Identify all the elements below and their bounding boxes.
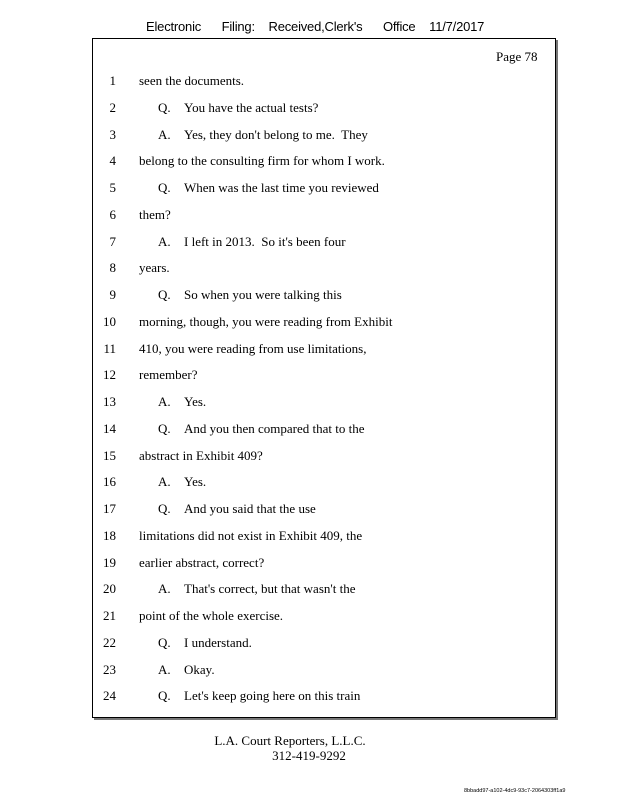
line-text <box>158 234 346 250</box>
line-text <box>158 662 215 678</box>
header-word-filing: Filing: <box>221 19 255 34</box>
line-body: When was the last time you reviewed <box>184 180 379 195</box>
line-text <box>158 474 206 490</box>
line-number: 7 <box>109 233 116 249</box>
speaker-label: Q. <box>158 501 171 516</box>
transcript-line <box>0 341 560 361</box>
line-text <box>158 180 379 196</box>
line-number: 1 <box>109 73 116 88</box>
transcript-line <box>0 608 560 628</box>
speaker-label: A. <box>158 126 171 142</box>
line-text <box>139 555 264 571</box>
line-text <box>158 635 252 651</box>
speaker-label: A. <box>158 474 171 490</box>
line-number: 4 <box>109 153 116 169</box>
transcript-line <box>0 528 560 548</box>
transcript-line <box>0 73 560 93</box>
line-number: 18 <box>103 527 116 543</box>
transcript-line <box>0 207 560 227</box>
transcript-line <box>0 421 560 441</box>
line-text <box>139 314 392 330</box>
transcript-line <box>0 581 560 601</box>
page-number: Page 78 <box>496 49 538 64</box>
line-body: Yes. <box>184 394 207 409</box>
speaker-label: A. <box>158 233 171 249</box>
line-body: remember? <box>139 367 198 383</box>
transcript-line <box>0 448 560 468</box>
line-number: 2 <box>109 99 116 115</box>
speaker-label: A. <box>158 394 171 409</box>
transcript-line <box>0 100 560 120</box>
line-number: 16 <box>103 474 116 490</box>
transcript-line <box>0 688 560 708</box>
line-number: 17 <box>103 501 116 516</box>
speaker-label: Q. <box>158 180 171 195</box>
line-number: 5 <box>109 180 116 195</box>
line-number: 22 <box>103 634 116 650</box>
line-body: 410, you were reading from use limitations, <box>139 340 367 356</box>
line-text <box>158 501 316 517</box>
transcript-line <box>0 314 560 334</box>
line-number: 19 <box>103 554 116 570</box>
line-text <box>158 287 342 303</box>
line-body: I understand. <box>184 634 252 650</box>
line-body: abstract in Exhibit 409? <box>139 447 263 463</box>
line-body: And you said that the use <box>184 501 316 516</box>
line-body: You have the actual tests? <box>184 99 319 115</box>
speaker-label: A. <box>158 661 171 677</box>
line-text <box>158 127 368 143</box>
line-number: 3 <box>109 126 116 142</box>
transcript-line <box>0 635 560 655</box>
transcript-line <box>0 127 560 147</box>
line-text <box>158 421 365 437</box>
line-body: Yes, they don't belong to me. They <box>184 126 368 142</box>
transcript-line <box>0 555 560 575</box>
transcript-line <box>0 501 560 521</box>
line-number: 14 <box>103 420 116 436</box>
speaker-label: Q. <box>158 688 171 704</box>
transcript-line <box>0 474 560 494</box>
line-number: 15 <box>103 447 116 463</box>
filing-header <box>146 19 484 34</box>
transcript-line <box>0 260 560 280</box>
speaker-label: Q. <box>158 634 171 650</box>
line-text <box>139 73 244 89</box>
line-body: limitations did not exist in Exhibit 409, the <box>139 527 363 543</box>
speaker-label: Q. <box>158 420 171 436</box>
line-body: Yes. <box>184 474 207 490</box>
transcript-line <box>0 234 560 254</box>
transcript-line <box>0 394 560 414</box>
line-body: them? <box>139 206 171 222</box>
line-body: That's correct, but that wasn't the <box>184 581 356 597</box>
header-word-electronic: Electronic <box>146 19 202 34</box>
document-hash: 8bbadd97-a102-4dc9-93c7-2064303ff1a9 <box>464 788 566 794</box>
line-text <box>139 608 283 624</box>
line-text <box>139 260 170 276</box>
transcript-line <box>0 367 560 387</box>
line-text <box>139 153 385 169</box>
line-text <box>139 207 171 223</box>
line-text <box>139 367 197 383</box>
line-body: So when you were talking this <box>184 287 342 302</box>
transcript-line <box>0 287 560 307</box>
line-text <box>158 100 318 116</box>
line-body: belong to the consulting firm for whom I work. <box>139 153 385 169</box>
line-number: 13 <box>103 394 116 409</box>
line-number: 10 <box>103 313 116 329</box>
line-text <box>139 528 362 544</box>
footer-company: L.A. Court Reporters, L.L.C. <box>214 733 366 748</box>
line-number: 9 <box>109 287 116 302</box>
line-body: morning, though, you were reading from Exhibit <box>139 313 393 329</box>
line-body: And you then compared that to the <box>184 420 365 436</box>
line-number: 20 <box>103 581 116 597</box>
line-number: 23 <box>103 661 116 677</box>
speaker-label: Q. <box>158 287 171 302</box>
speaker-label: A. <box>158 581 171 597</box>
line-body: Let's keep going here on this train <box>184 688 361 704</box>
line-number: 8 <box>109 260 116 276</box>
speaker-label: Q. <box>158 99 171 115</box>
line-body: years. <box>139 260 170 276</box>
transcript-line <box>0 662 560 682</box>
line-text <box>158 394 206 410</box>
line-text <box>158 581 355 597</box>
line-body: point of the whole exercise. <box>139 608 284 623</box>
line-number: 11 <box>103 340 116 356</box>
line-body: seen the documents. <box>139 73 245 88</box>
line-body: Okay. <box>184 661 215 677</box>
line-number: 12 <box>103 367 116 383</box>
line-text <box>158 688 360 704</box>
line-number: 21 <box>103 608 116 623</box>
transcript-line <box>0 180 560 200</box>
line-body: I left in 2013. So it's been four <box>184 233 346 249</box>
line-number: 6 <box>109 206 116 222</box>
line-text <box>139 341 366 357</box>
footer-phone: 312-419-9292 <box>272 748 346 763</box>
header-word-received: Received,Clerk's <box>268 19 363 34</box>
header-word-office: Office <box>382 19 416 34</box>
header-date: 11/7/2017 <box>429 19 485 34</box>
line-number: 24 <box>103 688 116 704</box>
line-text <box>139 448 263 464</box>
line-body: earlier abstract, correct? <box>139 554 265 570</box>
transcript-line <box>0 153 560 173</box>
